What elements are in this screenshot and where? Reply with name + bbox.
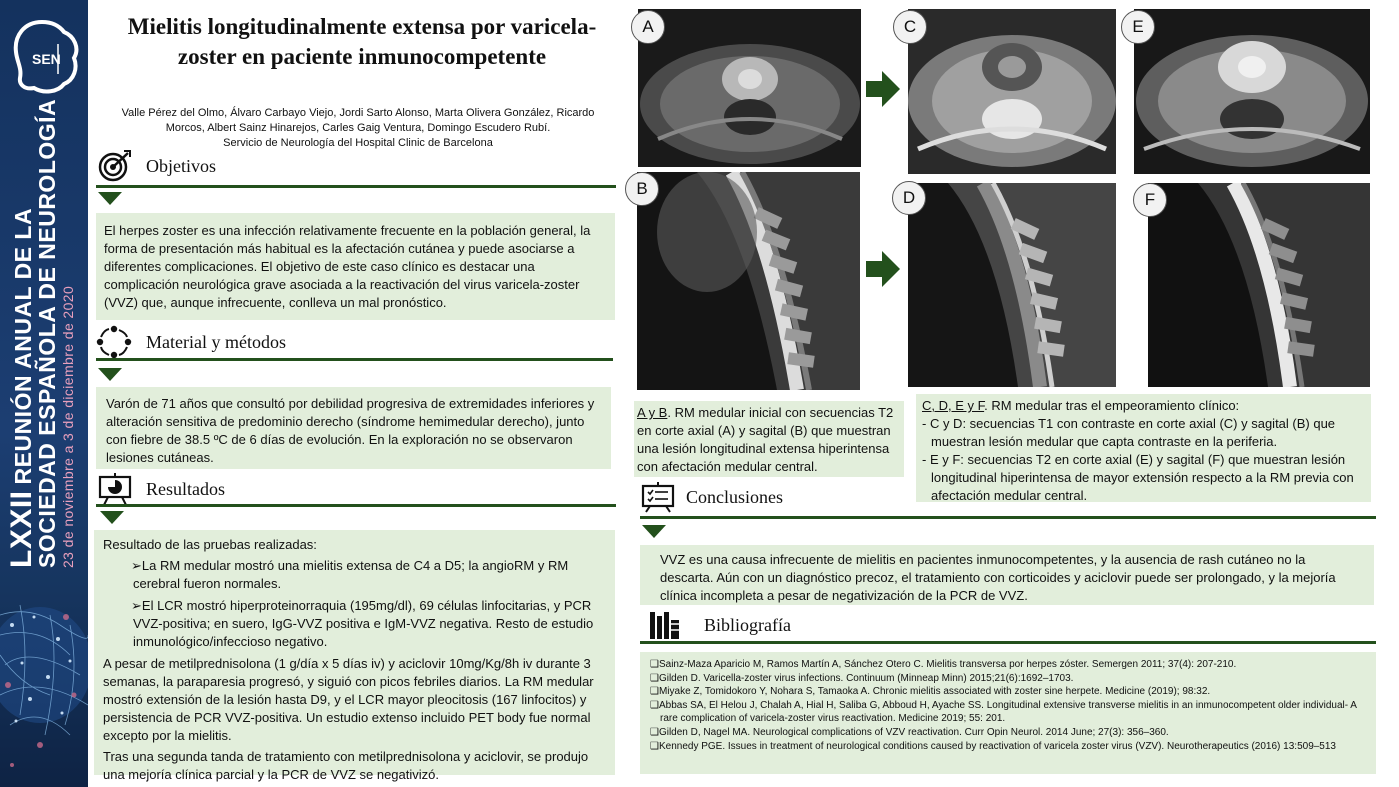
material-title: Material y métodos <box>146 331 286 352</box>
mri-image-f <box>1148 183 1370 387</box>
event-title <box>5 98 60 568</box>
section-conclusiones-heading <box>640 481 783 513</box>
affiliation: Servicio de Neurología del Hospital Clinic de Barcelona <box>223 137 493 149</box>
caption-ab-text: . RM medular inicial con secuencias T2 en corte axial (A) y sagital (B) que muestran una lesión longitudinal extensa hiperintensa con afectación medular central. <box>637 405 894 474</box>
reference-item: ❑Gilden D, Nagel MA. Neurological complications of VZV reactivation. Curr Opin Neurol. 2014 June; 27(3): 356–360. <box>650 726 1169 738</box>
caption-ab-ref: A y B <box>637 405 668 420</box>
divider <box>96 185 616 188</box>
arrow-right-icon <box>866 71 900 107</box>
resultados-box <box>94 530 615 782</box>
bibliografia-title: Bibliografía <box>704 614 791 635</box>
divider <box>640 641 1376 644</box>
objetivos-title: Objetivos <box>146 155 216 176</box>
caption-cdef-text: . RM medular tras el empeoramiento clínico: <box>984 398 1240 413</box>
triangle-marker-icon <box>98 192 122 205</box>
caption-cdef-ref: C, D, E y F <box>922 398 985 413</box>
material-box <box>96 387 611 469</box>
figure-label-e: E <box>1121 10 1155 44</box>
section-material-heading <box>96 325 286 359</box>
figure-label-f: F <box>1133 183 1167 217</box>
figure-label-b: B <box>625 172 659 206</box>
authors-block <box>108 106 608 151</box>
mri-image-d <box>908 183 1116 387</box>
brain-illustration <box>0 595 88 787</box>
reference-item: ❑Miyake Z, Tomidokoro Y, Nohara S, Tamaoka A. Chronic mielitis associated with zoster sine herpete. Medicine (2019); 98:32. <box>650 686 1211 698</box>
objetivos-text: El herpes zoster es una infección relativamente frecuente en la población general, la forma de presentación más habitual es la afectación cutánea y puede asociarse a diferentes complicaciones. El objetivo de este caso clínico es destacar una complicación neurológica grave asociada a la reactivación del virus varicela-zoster (VVZ) que, aunque infrecuente, conlleva un mal pronóstico. <box>104 223 591 310</box>
figure-label-a: A <box>631 10 665 44</box>
reference-item: ❑Kennedy PGE. Issues in treatment of neurological conditions caused by reactivation of varicela zoster virus (VZV). Neurotherapeutics (2016) 13:509–513 <box>650 740 1336 752</box>
resultados-item-2: ➢El LCR mostró hiperproteinorraquia (195mg/dl), 69 células linfocitarias, y PCR VVZ-positiva; en suero, IgG-VVZ positiva e IgM-VVZ negativa. Resto de estudio inmunológico/infeccioso negativo. <box>131 598 594 649</box>
material-text: Varón de 71 años que consultó por debilidad progresiva de extremidades inferiores y alteración sensitiva de predominio derecho (síndrome hemimedular derecho), junto con fiebre de 38.5 ºC de 6 días de evolución. En la exploración no se observaron lesiones cutáneas. <box>106 396 595 465</box>
caption-cdef <box>916 394 1371 502</box>
figure-label-d: D <box>892 181 926 215</box>
bibliografia-box <box>640 652 1376 774</box>
logo-text: SEN <box>32 51 61 67</box>
divider <box>96 504 616 507</box>
section-bibliografia-heading <box>649 610 791 640</box>
reference-item: ❑Abbas SA, El Helou J, Chalah A, Hial H, Saliba G, Abboud H, Ayache SS. Longitudinal extensive transverse mielitis in an inmunocompetent older individual- A rare complication of varicela-zoster virus reactivation. Medicine 2019; 55: 201. <box>650 699 1357 725</box>
sidebar-banner <box>0 0 88 787</box>
resultados-para-2: Tras una segunda tanda de tratamiento con metilprednisolona y aciclovir, se produjo una mejoría clínica parcial y la PCR de VVZ se negativizó. <box>103 749 589 782</box>
triangle-marker-icon <box>642 525 666 538</box>
mri-image-c <box>908 9 1116 174</box>
section-resultados-heading <box>98 472 225 506</box>
divider <box>640 516 1376 519</box>
event-line1: REUNIÓN ANUAL DE LA <box>10 207 36 485</box>
authors: Valle Pérez del Olmo, Álvaro Carbayo Viejo, Jordi Sarto Alonso, Marta Olivera González, Ricardo Morcos, Albert Sainz Hinarejos, Carles Gaig Ventura, Domingo Escudero Rubí. <box>121 107 595 134</box>
cycle-icon <box>96 325 132 359</box>
caption-ef-item: - E y F: secuencias T2 en corte axial (E) y sagital (F) que muestran lesión longitudinal hiperintensa de mayor extensión respecto a la RM previa con afectación medular central. <box>922 452 1354 503</box>
caption-ab <box>634 401 904 477</box>
poster-title: Mielitis longitudinalmente extensa por varicela-zoster en paciente inmunocompetente <box>127 14 597 69</box>
mri-image-e <box>1134 9 1370 174</box>
checklist-board-icon <box>640 481 676 513</box>
divider <box>96 358 613 361</box>
target-icon <box>98 150 132 182</box>
event-number: LXXII <box>5 490 38 568</box>
reference-item: ❑Gilden D. Varicella-zoster virus infections. Continuum (Minneap Minn) 2015;21(6):1692–1703. <box>650 672 1074 684</box>
arrow-right-icon <box>866 251 900 287</box>
event-line2: SOCIEDAD ESPAÑOLA DE NEUROLOGÍA <box>34 98 60 568</box>
resultados-intro: Resultado de las pruebas realizadas: <box>103 537 317 552</box>
mri-image-b <box>637 172 860 390</box>
caption-cd-item: - C y D: secuencias T1 con contraste en corte axial (C) y sagital (B) que muestran lesión medular que capta contraste en la periferia. <box>922 416 1336 449</box>
reference-item: ❑Sainz-Maza Aparicio M, Ramos Martín A, Sánchez Otero C. Mielitis transversa por herpes zóster. Semergen 2011; 37(4): 207-210. <box>650 659 1237 670</box>
presentation-chart-icon <box>98 472 132 506</box>
conclusiones-text: VVZ es una causa infrecuente de mielitis en pacientes inmunocompetentes, y la ausencia de rash cutáneo no la descarta. Aún con un diagnóstico precoz, el tratamiento con corticoides y aciclovir puede ser prolongado, y la mejoría clínica incompleta a pesar de negativización de la PCR de VVZ. <box>660 552 1336 603</box>
event-dates: 23 de noviembre a 3 de diciembre de 2020 <box>60 285 76 568</box>
conclusiones-box <box>640 545 1374 605</box>
objetivos-box <box>96 213 615 320</box>
conclusiones-title: Conclusiones <box>686 486 783 507</box>
triangle-marker-icon <box>98 368 122 381</box>
mri-image-a <box>638 9 861 167</box>
resultados-item-1: ➢La RM medular mostró una mielitis extensa de C4 a D5; la angioRM y RM cerebral fueron normales. <box>131 558 569 591</box>
resultados-title: Resultados <box>146 478 225 499</box>
triangle-marker-icon <box>100 511 124 524</box>
books-icon <box>649 610 681 640</box>
figure-label-c: C <box>893 10 927 44</box>
section-objetivos-heading <box>98 150 216 182</box>
resultados-para-1: A pesar de metilprednisolona (1 g/día x 5 días iv) y aciclovir 10mg/Kg/8h iv durante 3 semanas, la paraparesia progresó, y siguió con picos febriles diarios. La RM medular mostró extensión de la lesión hasta D9, y el LCR mayor pleocitosis (167 linfocitos) y persistencia de PCR VVZ-positiva. Un estudio extenso incluido PET body fue normal excepto por la mielitis. <box>103 656 594 743</box>
sen-logo <box>8 18 80 98</box>
